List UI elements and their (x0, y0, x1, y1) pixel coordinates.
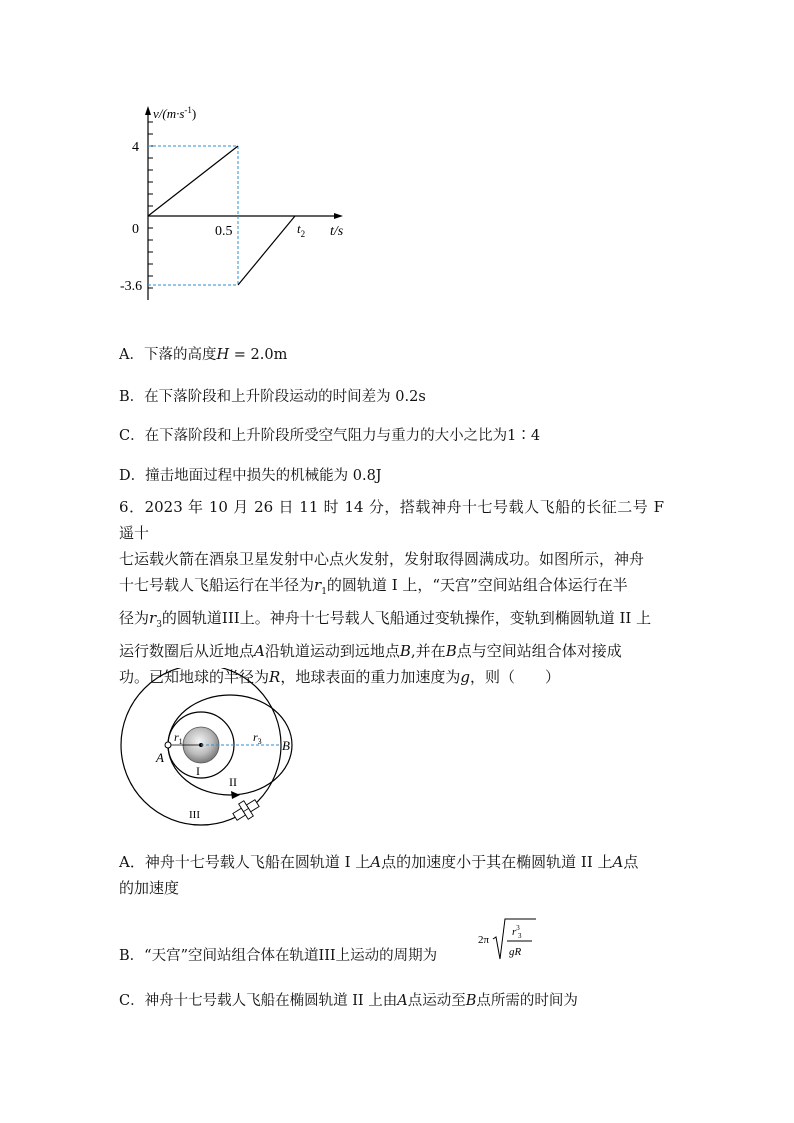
q6-line-1: 6．2023 年 10 月 26 日 11 时 14 分，搭载神舟十七号载人飞船的长征二号 F 遥十 (119, 498, 664, 542)
q6-option-c: C．神舟十七号载人飞船在椭圆轨道 II 上由A点运动至B点所需的时间为 (119, 993, 578, 1009)
space-station-icon (230, 795, 262, 824)
q6-stem (119, 494, 664, 690)
label-r1: $r_1$ (174, 730, 183, 746)
label-r3: $r_3$ (253, 730, 262, 746)
q6-line-3: 十七号载人飞船运行在半径为$r_1$的圆轨道 I 上，“天宫”空间站组合体运行在半 (119, 576, 628, 597)
q6-line-5: 运行数圈后从近地点A沿轨道运动到远地点B,并在B点与空间站组合体对接成 (119, 642, 622, 660)
formula-denominator: gR (509, 946, 522, 958)
x-axis-label: t/s (330, 224, 344, 239)
q5-option-b: B．在下落阶段和上升阶段运动的时间差为 0.2s (119, 389, 426, 405)
q5-option-a: A．下落的高度H = 2.0m (119, 347, 288, 363)
rising-line (238, 216, 295, 285)
tick-half-label: 0.5 (215, 224, 233, 239)
label-A: A (156, 750, 164, 765)
velocity-time-graph (120, 100, 360, 310)
q5-option-c: C．在下落阶段和上升阶段所受空气阻力与重力的大小之比为1∶4 (119, 428, 541, 444)
falling-line (148, 146, 238, 216)
y-axis-arrow (145, 106, 151, 115)
formula-numerator-sub: 3 (518, 932, 522, 940)
label-B: B (282, 738, 290, 753)
y-ticks (148, 122, 153, 288)
label-I: I (196, 764, 200, 778)
formula-numerator: $r^3$ (512, 924, 520, 938)
q6-option-a-line-2: 的加速度 (119, 879, 180, 897)
tick-4-label: 4 (132, 140, 139, 155)
q6-option-a-line-1: A．神舟十七号载人飞船在圆轨道 I 上A点的加速度小于其在椭圆轨道 II 上A点 (119, 853, 639, 871)
q6-line-6: 功。已知地球的半径为R，地球表面的重力加速度为g，则（ ） (119, 668, 560, 686)
tick-neg-label: -3.6 (120, 279, 143, 294)
label-II: II (229, 775, 237, 789)
orbit-diagram (118, 668, 318, 838)
period-formula (478, 915, 538, 965)
q6-option-a (119, 849, 664, 901)
y-axis-label: $v/(m\cdot s^{-1})$ (153, 105, 197, 121)
formula-coef: 2π (478, 934, 490, 946)
x-axis-arrow (334, 213, 343, 219)
point-A-marker (165, 742, 171, 748)
tick-0-label: 0 (132, 222, 139, 237)
orbit-II-arrow (231, 791, 240, 799)
q6-option-b: B．“天宫”空间站组合体在轨道III上运动的周期为 (119, 948, 438, 964)
tick-t2-label: $t_2$ (297, 221, 306, 239)
q6-line-2: 七运载火箭在酒泉卫星发射中心点火发射，发射取得圆满成功。如图所示，神舟 (119, 550, 645, 568)
label-III: III (189, 809, 200, 821)
q6-line-4: 径为$r_3$的圆轨道III上。神舟十七号载人飞船通过变轨操作，变轨到椭圆轨道 II 上 (119, 609, 652, 630)
q5-option-d: D．撞击地面过程中损失的机械能为 0.8J (119, 468, 382, 484)
